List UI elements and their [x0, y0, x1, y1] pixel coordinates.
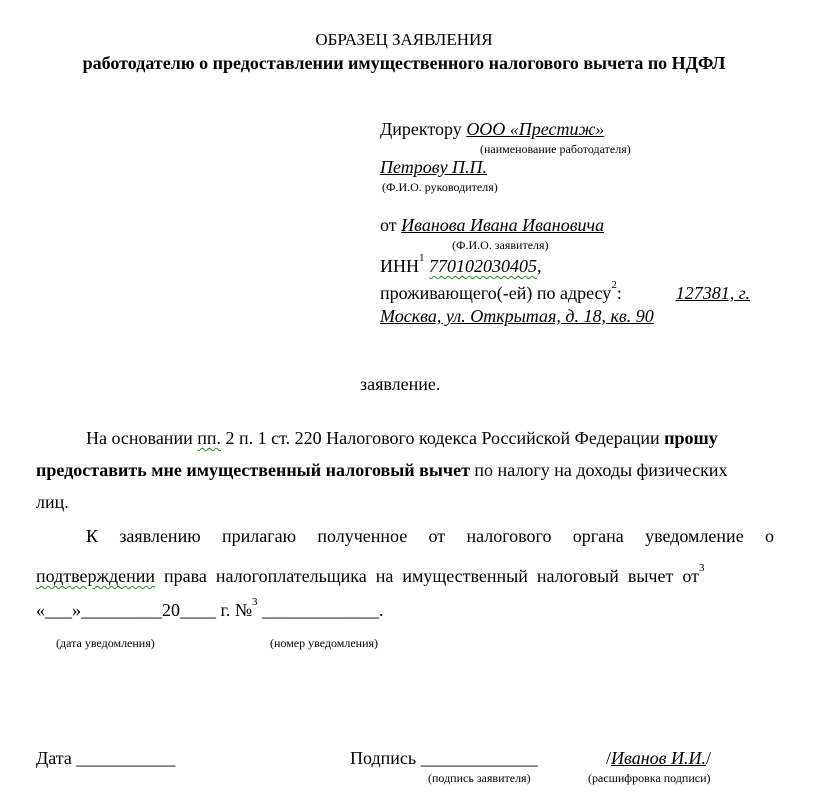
applicant-name: Иванова Ивана Ивановича	[401, 215, 605, 235]
from-prefix: от	[380, 215, 397, 235]
p1-bold-2: предоставить мне имущественный налоговый вычет	[36, 460, 470, 480]
address-colon: :	[616, 283, 622, 303]
address-value-1: 127381, г.	[675, 283, 750, 303]
decode-hint: (расшифровка подписи)	[588, 771, 711, 785]
p2-line-1	[86, 526, 774, 547]
p1-text-b: 2 п. 1 ст. 220 Налогового кодекса Российской Федерации	[220, 428, 665, 448]
date-field: Дата ___________	[36, 748, 176, 768]
decode-open: /	[606, 748, 612, 768]
p2-text-1: К заявлению прилагаю полученное от налогового органа уведомление о	[86, 526, 774, 546]
from-line	[380, 215, 604, 236]
document-title: ОБРАЗЕЦ ЗАЯВЛЕНИЯ	[315, 30, 493, 49]
p1-text-c: по налогу на доходы физических	[469, 460, 728, 480]
p2-notice-fields: «___»_________20____ г. №	[36, 600, 253, 620]
doc-type: заявление.	[360, 374, 441, 394]
address-value-2: Москва, ул. Открытая, д. 18, кв. 90	[380, 306, 654, 326]
head-hint: (Ф.И.О. руководителя)	[382, 180, 498, 194]
head-name: Петрову П.П.	[380, 157, 488, 177]
inn-label: ИНН	[380, 256, 419, 276]
inn-line	[380, 252, 542, 277]
p2-footnote-2: 3	[252, 596, 258, 608]
decode-close: /	[705, 748, 711, 768]
notice-date-hint: (дата уведомления)	[56, 636, 155, 650]
notice-number-hint: (номер уведомления)	[270, 636, 379, 650]
decode-field	[606, 748, 711, 769]
p2-notice-tail: _____________.	[257, 600, 384, 620]
p1-bold-1: прошу	[664, 428, 718, 448]
p2-wavy-word: подтверждении	[36, 566, 156, 586]
p1-line-1	[86, 428, 718, 449]
inn-comma: ,	[537, 256, 542, 276]
inn-value: 770102030405	[429, 256, 537, 276]
inn-footnote: 1	[419, 252, 425, 264]
p1-line-2	[36, 460, 727, 481]
address-footnote: 2	[611, 279, 617, 291]
p1-pp: пп.	[197, 428, 221, 448]
p1-line-3: лиц.	[36, 492, 69, 512]
employer-hint: (наименование работодателя)	[480, 142, 631, 156]
signature-field: Подпись _____________	[350, 748, 538, 768]
employer-name: ООО «Престиж»	[466, 119, 605, 139]
p1-text-a: На основании	[86, 428, 198, 448]
p2-text-2: права налогоплательщика на имущественный налоговый вычет от	[155, 566, 699, 586]
applicant-hint: (Ф.И.О. заявителя)	[452, 238, 549, 252]
document-subtitle: работодателю о предоставлении имущественного налогового вычета по НДФЛ	[82, 53, 726, 73]
p2-line-2	[36, 562, 705, 587]
signature-hint: (подпись заявителя)	[428, 771, 531, 785]
address-line-1	[380, 279, 750, 304]
director-line	[380, 119, 604, 140]
p2-line-3	[36, 596, 384, 621]
address-label: проживающего(-ей) по адресу	[380, 283, 612, 303]
p2-footnote-1: 3	[698, 562, 705, 574]
director-prefix: Директору	[380, 119, 462, 139]
decode-name: Иванов И.И.	[611, 748, 706, 768]
